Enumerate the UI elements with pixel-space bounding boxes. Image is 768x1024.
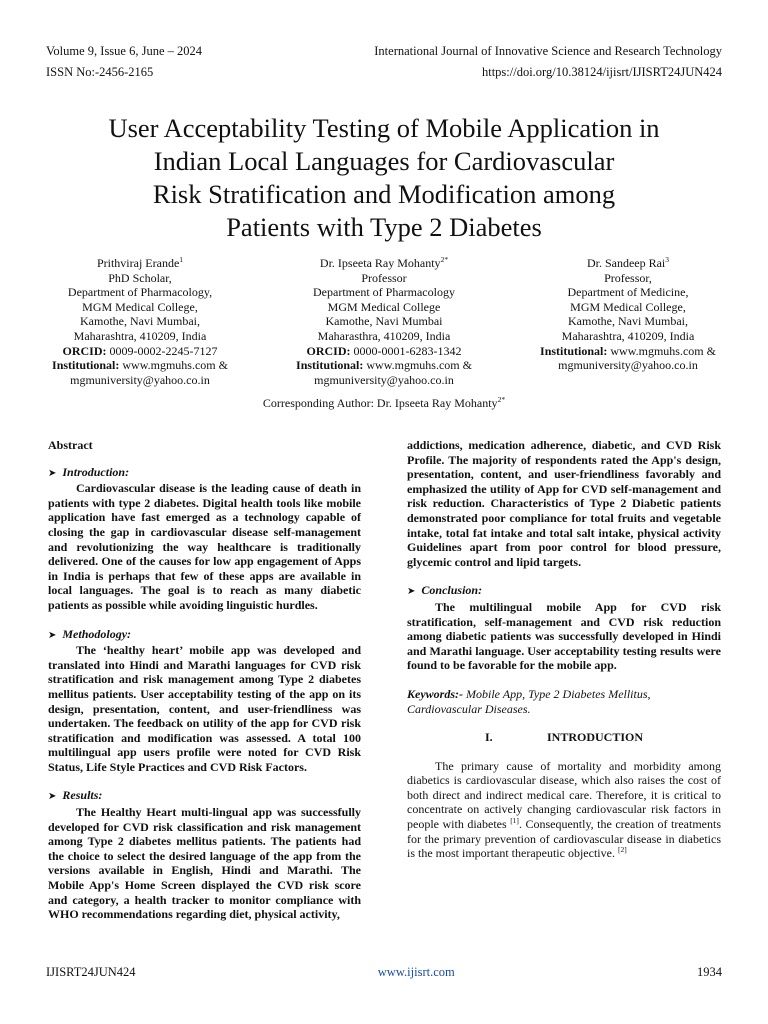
introduction-section-heading — [407, 730, 721, 745]
paper-title — [40, 112, 728, 244]
author-line: Department of Pharmacology — [313, 285, 455, 300]
right-column — [407, 438, 721, 861]
author-line: Maharashtra, 410209, India — [73, 328, 207, 343]
orcid-label: ORCID: — [306, 343, 351, 358]
introduction-subheading — [48, 465, 361, 482]
abstract-methodology-text: The ‘healthy heart’ mobile app was developed and translated into Hindi and Marathi languages for CVD risk stratification and risk management among Type 2 diabetes mellitus patients. User acceptability testing of the app on its design, presentation, content, and user-friendliness was undertaken. The feedback on utility of the app for CVD risk stratification and modification was assessed. A total 100 multilingual app users profile were noted for CVD Risk Status, Life Style Practices and CVD Risk Factors. — [48, 643, 361, 774]
author-block — [20, 256, 748, 387]
section-number: I. — [484, 730, 493, 745]
page-number: 1934 — [696, 965, 722, 979]
author-2 — [264, 256, 504, 387]
title-line: User Acceptability Testing of Mobile Application in — [108, 112, 660, 143]
introduction-text: . Consequently, the creation of treatments for the primary prevention of cardiovascular disease in diabetics is the most important therapeutic objective. — [407, 817, 721, 861]
arrow-bullet-icon: ➤ — [48, 467, 57, 479]
author-line: Department of Pharmacology, — [67, 285, 213, 300]
introduction-paragraph — [407, 759, 721, 861]
methodology-subheading — [48, 627, 361, 644]
citation-ref[interactable]: [1] — [510, 816, 519, 826]
keywords-text: Mobile App, Type 2 Diabetes Mellitus, Cardiovascular Diseases. — [407, 686, 651, 716]
arrow-bullet-icon: ➤ — [48, 791, 57, 803]
author-line: Professor — [361, 270, 407, 285]
author-name: Dr. Ipseeta Ray Mohanty — [319, 256, 441, 270]
abstract-heading: Abstract — [48, 438, 93, 452]
author-line: Kamothe, Navi Mumbai — [325, 314, 443, 329]
left-column — [48, 438, 361, 936]
citation-ref[interactable]: [2] — [617, 845, 627, 855]
keywords — [407, 687, 721, 716]
arrow-bullet-icon: ➤ — [407, 586, 416, 598]
author-affiliation-mark: 3 — [665, 255, 670, 264]
author-name: Dr. Sandeep Rai — [586, 256, 666, 270]
author-line: Professor, — [604, 270, 652, 285]
running-header-bottom — [46, 65, 722, 80]
author-line: Kamothe, Navi Mumbai, — [568, 314, 688, 329]
abstract-conclusion-text: The multilingual mobile App for CVD risk stratification, self-management and CVD risk reduction among diabetic patients was successfully developed in Hindi and Marathi language. User acceptability testing results were found to be favorable for the mobile app. — [407, 599, 721, 673]
orcid-id: 0009-0002-2245-7127 — [106, 343, 218, 358]
footer-paper-code: IJISRT24JUN424 — [46, 965, 136, 979]
methodology-label: Methodology: — [62, 626, 132, 641]
institutional-label: Institutional: — [52, 358, 120, 373]
author-email: mgmuniversity@yahoo.co.in — [314, 372, 454, 387]
abstract-results-text-continued: addictions, medication adherence, diabetic, and CVD Risk Profile. The majority of respondents rated the App's design, presentation, content, and user-friendliness favorably and emphasized the utility of App for CVD self-management and risk reduction. Characteristics of Type 2 Diabetic patients demonstrated poor compliance for total fruits and vegetable intake, total fat intake and total salt intake, physical activity Guidelines apart from poor control for blood pressure, glycemic control and lipid targets. — [407, 438, 721, 569]
results-subheading — [48, 788, 361, 805]
author-line: MGM Medical College, — [82, 299, 198, 314]
author-1 — [20, 256, 260, 387]
institutional-website: www.mgmuhs.com & — [363, 358, 472, 373]
keywords-label: Keywords:- — [407, 686, 463, 701]
introduction-label: Introduction: — [62, 464, 130, 479]
conclusion-subheading — [407, 583, 721, 600]
arrow-bullet-icon: ➤ — [48, 629, 57, 641]
abstract-results-text: The Healthy Heart multi-lingual app was successfully developed for CVD risk classification and risk management among Type 2 diabetes mellitus patients. The patients had the choice to select the desired language of the app from the versions available in English, Hindi and Marathi. The Mobile App's Home Screen displayed the CVD risk score and category, a health tracker to monitor compliance with WHO recommendations regarding diet, physical activity, — [48, 805, 361, 922]
institutional-label: Institutional: — [540, 343, 608, 358]
author-line: Maharasthra, 410209, India — [317, 328, 451, 343]
journal-name: International Journal of Innovative Science and Research Technology — [374, 44, 722, 58]
abstract-introduction-text: Cardiovascular disease is the leading cause of death in patients with type 2 diabetes. Digital health tools like mobile application have fast emerged as a technology capable of closing the gap in cardiovascular disease self-management and revolutionizing the way healthcare is traditionally delivered. One of the causes for low app engagement of Apps in India is perhaps that few of these apps are available in local languages. The goal is to reach as many diabetic patients as possible while avoiding linguistic hurdles. — [48, 481, 361, 612]
issn: ISSN No:-2456-2165 — [46, 65, 154, 79]
institutional-website: www.mgmuhs.com & — [607, 343, 716, 358]
doi-link[interactable]: https://doi.org/10.38124/ijisrt/IJISRT24JUN424 — [481, 65, 722, 79]
footer-website-link[interactable]: www.ijisrt.com — [377, 965, 455, 979]
page-footer — [46, 965, 722, 980]
institutional-website: www.mgmuhs.com & — [119, 358, 228, 373]
section-title: INTRODUCTION — [546, 730, 643, 745]
corresponding-author-text: Corresponding Author: Dr. Ipseeta Ray Mohanty — [262, 396, 498, 410]
author-name: Prithviraj Erande — [96, 256, 180, 270]
title-line: Risk Stratification and Modification among — [152, 178, 616, 209]
author-email: mgmuniversity@yahoo.co.in — [70, 372, 210, 387]
volume-info: Volume 9, Issue 6, June – 2024 — [46, 44, 203, 58]
corresponding-author — [0, 396, 768, 411]
introduction-text: The primary cause of mortality and morbidity among diabetics is cardiovascular disease, which also raises the cost of both direct and indirect medical care. Therefore, it is critical to concentrate on actively changing cardiovascular risk factors in people with diabetes — [407, 758, 721, 832]
author-line: PhD Scholar, — [108, 270, 172, 285]
author-line: MGM Medical College — [327, 299, 441, 314]
author-line: Kamothe, Navi Mumbai, — [80, 314, 200, 329]
running-header-top — [46, 44, 722, 59]
author-3 — [508, 256, 748, 387]
orcid-label: ORCID: — [62, 343, 107, 358]
title-line: Patients with Type 2 Diabetes — [226, 211, 542, 242]
conclusion-label: Conclusion: — [421, 583, 483, 598]
title-line: Indian Local Languages for Cardiovascular — [153, 145, 615, 176]
orcid-id: 0000-0001-6283-1342 — [350, 343, 462, 358]
author-email: mgmuniversity@yahoo.co.in — [558, 358, 698, 373]
author-affiliation-mark: 1 — [179, 255, 184, 264]
institutional-label: Institutional: — [296, 358, 364, 373]
corresponding-author-mark: 2* — [497, 395, 506, 404]
author-line: Department of Medicine, — [567, 285, 689, 300]
results-label: Results: — [62, 788, 103, 803]
author-affiliation-mark: 2* — [440, 255, 449, 264]
author-line: MGM Medical College, — [570, 299, 686, 314]
author-line: Maharashtra, 410209, India — [561, 328, 695, 343]
